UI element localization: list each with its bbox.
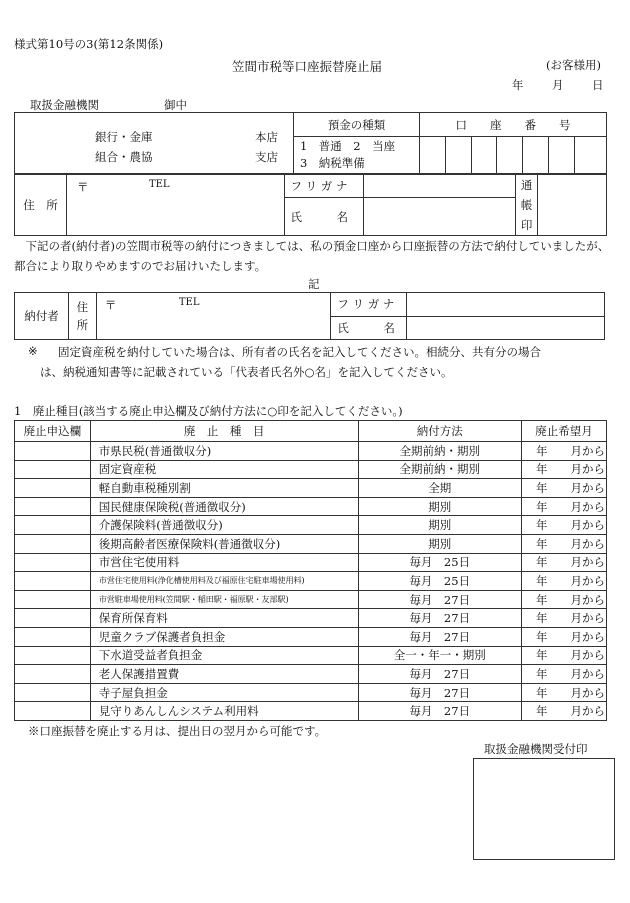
applicant-table [14,174,607,236]
application-checkbox-cell[interactable] [15,590,91,609]
deposit-type-option-line2: 3 納税準備 [299,156,365,171]
header-method-col: 納付方法 [358,421,521,442]
desired-month[interactable]: 年 月から [521,479,606,498]
item-name: 介護保険料(普通徴収分) [90,516,358,535]
bank-type-line2: 組合・農協 [95,150,153,164]
table-row [15,479,607,498]
abolish-items-table [14,420,607,721]
taxpayer-furigana-field[interactable] [407,293,605,317]
table-row [15,572,607,591]
table-row [15,683,607,702]
payment-method[interactable]: 毎月 27日 [358,590,521,609]
application-checkbox-cell[interactable] [15,479,91,498]
notice-mark: ※ [28,344,38,358]
taxpayer-address-label [68,293,96,340]
item-name: 市営駐車場使用料(笠間駅・稲田駅・福原駅・友部駅) [90,590,358,609]
item-name: 市県民税(普通徴収分) [90,442,358,461]
payment-method[interactable]: 毎月 27日 [358,702,521,721]
table-row [15,590,607,609]
branch-type-line1: 本店 [255,130,278,144]
application-checkbox-cell[interactable] [15,627,91,646]
ki-label: 記 [308,277,320,291]
desired-month[interactable]: 年 月から [521,516,606,535]
bank-label: 取扱金融機関 [30,98,99,112]
applicant-name-field[interactable] [364,198,516,236]
application-checkbox-cell[interactable] [15,665,91,684]
item-name: 児童クラブ保護者負担金 [90,627,358,646]
bank-type-line1: 銀行・金庫 [95,130,153,144]
application-checkbox-cell[interactable] [15,497,91,516]
desired-month[interactable]: 年 月から [521,609,606,628]
deposit-type-header: 預金の種類 [293,113,419,137]
desired-month[interactable]: 年 月から [521,683,606,702]
deposit-type-options[interactable] [293,137,419,174]
desired-month[interactable]: 年 月から [521,572,606,591]
date-month-label: 月 [552,78,564,92]
bank-account-table [14,112,607,174]
payment-method[interactable]: 毎月 25日 [358,572,521,591]
account-digit-4[interactable] [497,137,523,174]
header-application-col: 廃止申込欄 [15,421,91,442]
application-checkbox-cell[interactable] [15,609,91,628]
payment-method[interactable]: 期別 [358,516,521,535]
account-number-header: 口 座 番 号 [419,113,606,137]
item-name: 固定資産税 [90,460,358,479]
passbook-seal-field[interactable] [538,175,607,236]
seal-char-3: 印 [520,218,533,232]
taxpayer-address-char-1: 住 [76,300,89,314]
table-row [15,534,607,553]
notice-line-2: は、納税通知書等に記載されている「代表者氏名外○名」を記入してください。 [40,365,453,379]
desired-month[interactable]: 年 月から [521,460,606,479]
branch-type-line2: 支店 [255,150,278,164]
payment-method[interactable]: 毎月 27日 [358,683,521,702]
receipt-stamp-box[interactable] [473,758,615,860]
payment-method[interactable]: 期別 [358,497,521,516]
applicant-furigana-label: フ リ ガ ナ [284,175,364,198]
application-checkbox-cell[interactable] [15,702,91,721]
tel-label: TEL [148,179,170,190]
table-row [15,702,607,721]
item-name: 保育所保育料 [90,609,358,628]
item-name: 軽自動車税種別割 [90,479,358,498]
application-checkbox-cell[interactable] [15,516,91,535]
desired-month[interactable]: 年 月から [521,442,606,461]
payment-method[interactable]: 毎月 27日 [358,665,521,684]
customer-copy-label: (お客様用) [546,58,601,72]
taxpayer-address-field[interactable] [96,293,331,340]
item-name: 下水道受益者負担金 [90,646,358,665]
account-digit-2[interactable] [445,137,471,174]
application-checkbox-cell[interactable] [15,534,91,553]
seal-char-1: 通 [520,178,533,192]
table-row [15,553,607,572]
table-row [15,442,607,461]
statement-text: 下記の者(納付者)の笠間市税等の納付につきましては、私の預金口座から口座振替の方法で納付していましたが、都合により取りやめますのでお届けいたします。 [14,239,610,273]
postal-mark: 〒 [76,180,89,194]
header-month-col: 廃止希望月 [521,421,606,442]
payment-method[interactable]: 毎月 27日 [358,609,521,628]
taxpayer-furigana-label: フ リ ガ ナ [331,293,407,317]
date-year-label: 年 [512,78,524,92]
payment-method[interactable]: 全期 [358,479,521,498]
item-name: 国民健康保険税(普通徴収分) [90,497,358,516]
page-title: 笠間市税等口座振替廃止届 [232,59,383,74]
table-row [15,609,607,628]
table-row [15,460,607,479]
table-row [15,627,607,646]
application-checkbox-cell[interactable] [15,442,91,461]
table-row [15,516,607,535]
payment-method[interactable]: 全期前納・期別 [358,460,521,479]
seal-char-2: 帳 [520,198,533,212]
item-name: 市営住宅使用料 [90,553,358,572]
desired-month[interactable]: 年 月から [521,702,606,721]
notice-line-1: 固定資産税を納付していた場合は、所有者の氏名を記入してください。相続分、共有分の場合 [58,345,541,359]
header-item-col: 廃 止 種 目 [90,421,358,442]
desired-month[interactable]: 年 月から [521,627,606,646]
desired-month[interactable]: 年 月から [521,534,606,553]
item-name: 後期高齢者医療保険料(普通徴収分) [90,534,358,553]
application-checkbox-cell[interactable] [15,553,91,572]
table-row [15,646,607,665]
applicant-address-label: 住 所 [15,175,67,236]
payment-method[interactable]: 全期前納・期別 [358,442,521,461]
applicant-address-field[interactable] [66,175,284,236]
desired-month[interactable]: 年 月から [521,665,606,684]
payment-method[interactable]: 期別 [358,534,521,553]
form-number: 様式第10号の3(第12条関係) [14,37,164,51]
item-name: 老人保護措置費 [90,665,358,684]
account-digit-7[interactable] [574,137,606,174]
desired-month[interactable]: 年 月から [521,590,606,609]
item-name: 見守りあんしんシステム利用料 [90,702,358,721]
payment-method[interactable]: 毎月 25日 [358,553,521,572]
taxpayer-label: 納付者 [15,293,69,340]
application-checkbox-cell[interactable] [15,646,91,665]
footer-note: ※口座振替を廃止する月は、提出日の翌月から可能です。 [28,724,327,738]
application-checkbox-cell[interactable] [15,460,91,479]
taxpayer-table [14,292,605,340]
taxpayer-name-label: 氏 名 [331,316,407,340]
onchu-label: 御中 [164,98,187,112]
payment-method[interactable]: 毎月 27日 [358,627,521,646]
application-checkbox-cell[interactable] [15,683,91,702]
account-digit-1[interactable] [419,137,445,174]
item-name: 市営住宅使用料(浄化槽使用料及び福原住宅駐車場使用料) [90,572,358,591]
deposit-type-option-line1: 1 普通 2 当座 [299,139,396,154]
taxpayer-tel-label: TEL [178,297,200,308]
passbook-seal-label [516,175,538,236]
taxpayer-postal-mark: 〒 [104,298,117,312]
taxpayer-address-char-2: 所 [76,318,89,332]
application-checkbox-cell[interactable] [15,572,91,591]
desired-month[interactable]: 年 月から [521,497,606,516]
table-row [15,665,607,684]
payment-method[interactable]: 全一・年一・期別 [358,646,521,665]
taxpayer-name-field[interactable] [407,316,605,340]
account-digit-5[interactable] [523,137,549,174]
receipt-stamp-label: 取扱金融機関受付印 [484,742,588,756]
section-title: 1 廃止種目(該当する廃止申込欄及び納付方法に○印を記入してください。) [14,404,403,418]
applicant-name-label: 氏 名 [284,198,364,236]
table-row [15,497,607,516]
date-day-label: 日 [592,78,604,92]
account-digit-3[interactable] [471,137,497,174]
desired-month[interactable]: 年 月から [521,553,606,572]
account-digit-6[interactable] [549,137,575,174]
bank-name-cell[interactable] [15,113,294,174]
desired-month[interactable]: 年 月から [521,646,606,665]
applicant-furigana-field[interactable] [364,175,516,198]
item-name: 寺子屋負担金 [90,683,358,702]
